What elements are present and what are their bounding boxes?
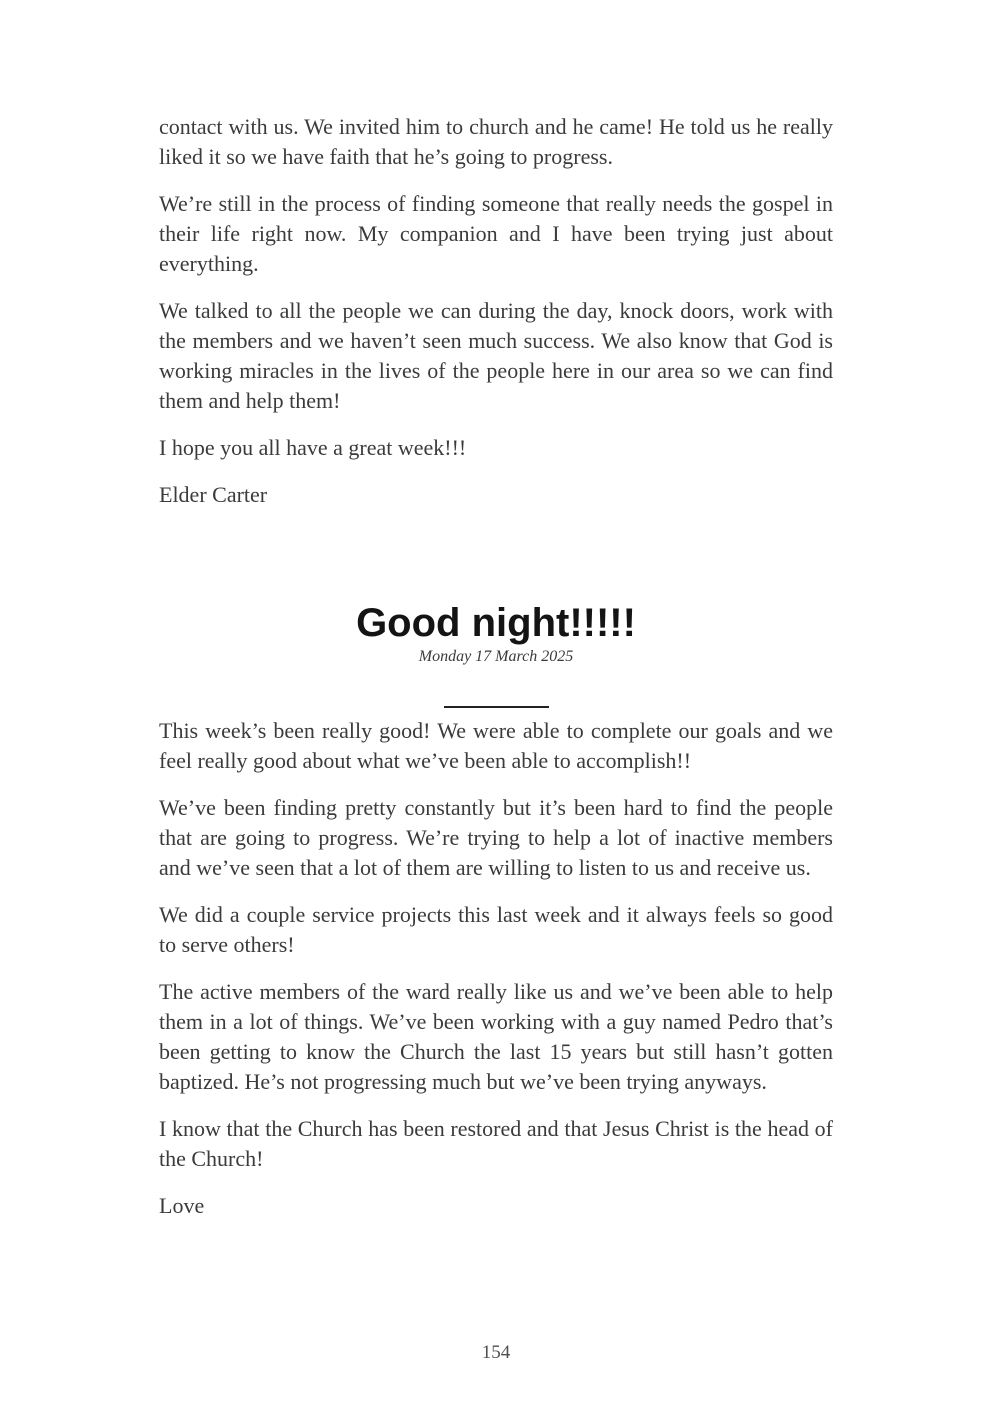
paragraph: We’ve been finding pretty constantly but it’s been hard to find the people that are going to progress. We’re trying to help a lot of inactive members and we’ve seen that a lot of them are willing to listen to us and receive us. — [159, 795, 833, 880]
entry-date: Monday 17 March 2025 — [418, 648, 574, 665]
entry-title: Good night!!!!! — [356, 601, 636, 645]
signature-line: Elder Carter — [159, 482, 268, 507]
section-divider — [444, 706, 549, 708]
good-night-entry-section — [159, 600, 833, 1221]
previous-entry-section — [159, 112, 833, 510]
paragraph: contact with us. We invited him to church and he came! He told us he really liked it so we have faith that he’s going to progress. — [159, 114, 833, 169]
paragraph: The active members of the ward really like us and we’ve been able to help them in a lot of things. We’ve been working with a guy named Pedro that’s been getting to know the Church the last 15 years but still hasn’t gotten baptized. He’s not progressing much but we’ve been trying anyways. — [159, 979, 833, 1094]
paragraph: I hope you all have a great week!!! — [159, 435, 467, 460]
page-content — [159, 112, 833, 1238]
page-number: 154 — [481, 1342, 511, 1363]
paragraph: We did a couple service projects this last week and it always feels so good to serve others! — [159, 902, 833, 957]
signature-line: Love — [159, 1193, 205, 1218]
paragraph: We’re still in the process of finding someone that really needs the gospel in their life right now. My companion and I have been trying just about everything. — [159, 191, 833, 276]
paragraph: I know that the Church has been restored and that Jesus Christ is the head of the Church! — [159, 1116, 833, 1171]
paragraph: This week’s been really good! We were able to complete our goals and we feel really good about what we’ve been able to accomplish!! — [159, 718, 833, 773]
paragraph: We talked to all the people we can during the day, knock doors, work with the members and we haven’t seen much success. We also know that God is working miracles in the lives of the people here in our area so we can find them and help them! — [159, 298, 833, 413]
